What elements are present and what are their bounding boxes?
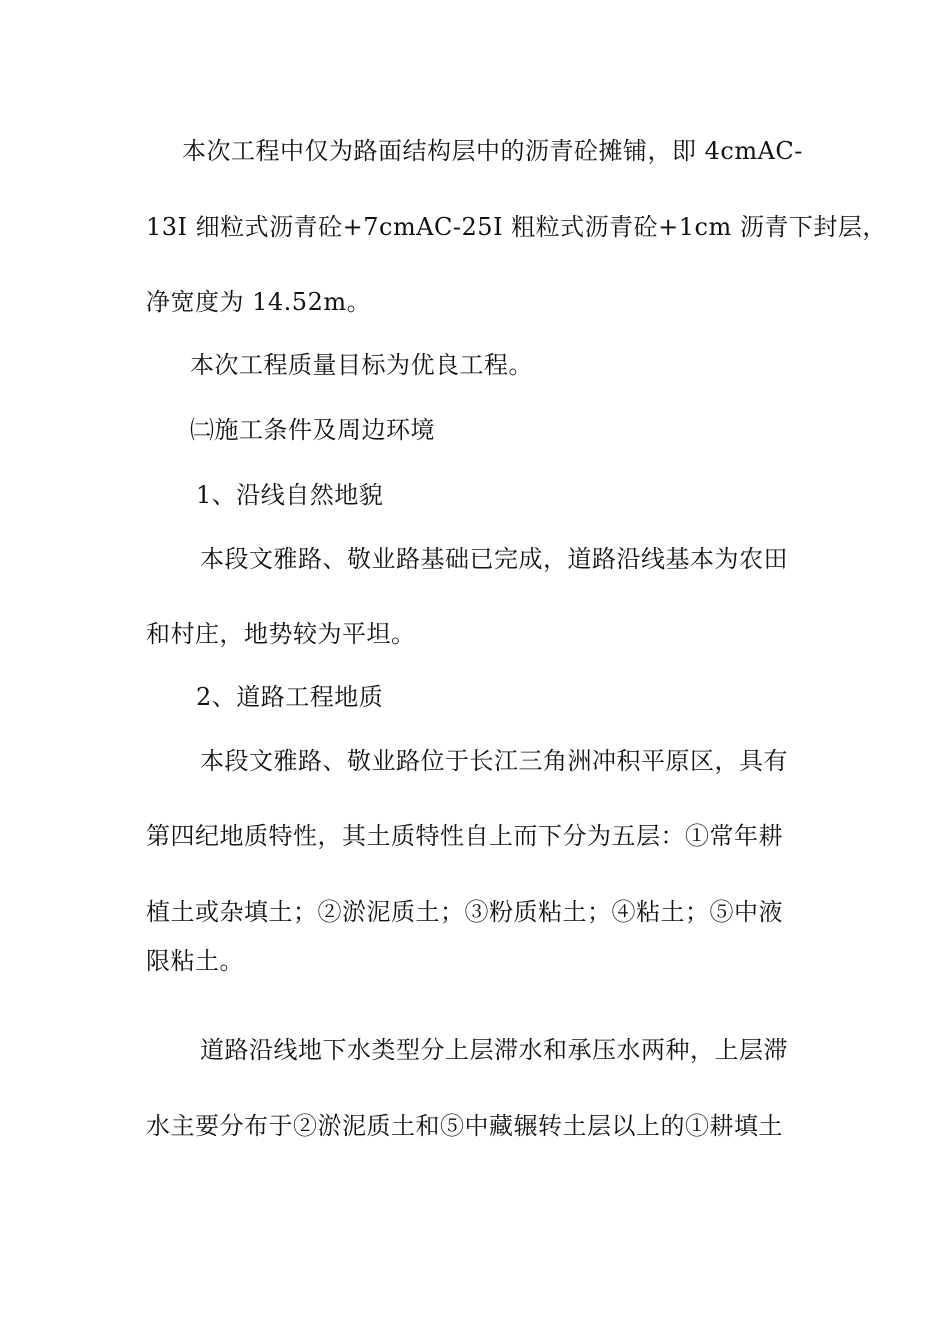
paragraph-5-line-2: 水主要分布于②淤泥质土和⑤中藏辗转土层以上的①耕填土 [146, 1112, 783, 1140]
paragraph-3-line-2: 和村庄，地势较为平坦。 [146, 620, 416, 648]
paragraph-4-line-3: 植土或杂填土；②淤泥质土；③粉质粘土；④粘土；⑤中液 [146, 898, 783, 926]
paragraph-1-line-2: 13I 细粒式沥青砼+7cmAC-25I 粗粒式沥青砼+1cm 沥青下封层， [146, 213, 887, 241]
subheading-road-geology: 2、道路工程地质 [196, 683, 384, 711]
paragraph-1-line-1: 本次工程中仅为路面结构层中的沥青砼摊铺，即 4cmAC- [182, 137, 803, 165]
section-heading: ㈡施工条件及周边环境 [190, 416, 435, 444]
paragraph-2: 本次工程质量目标为优良工程。 [190, 351, 533, 379]
paragraph-4-line-4: 限粘土。 [146, 947, 244, 975]
paragraph-1-line-3: 净宽度为 14.52m。 [146, 288, 372, 316]
paragraph-4-line-2: 第四纪地质特性，其土质特性自上而下分为五层：①常年耕 [146, 822, 783, 850]
paragraph-3-line-1: 本段文雅路、敬业路基础已完成，道路沿线基本为农田 [200, 545, 788, 573]
subheading-natural-landform: 1、沿线自然地貌 [196, 481, 384, 509]
paragraph-4-line-1: 本段文雅路、敬业路位于长江三角洲冲积平原区，具有 [200, 747, 788, 775]
paragraph-5-line-1: 道路沿线地下水类型分上层滞水和承压水两种，上层滞 [200, 1036, 788, 1064]
